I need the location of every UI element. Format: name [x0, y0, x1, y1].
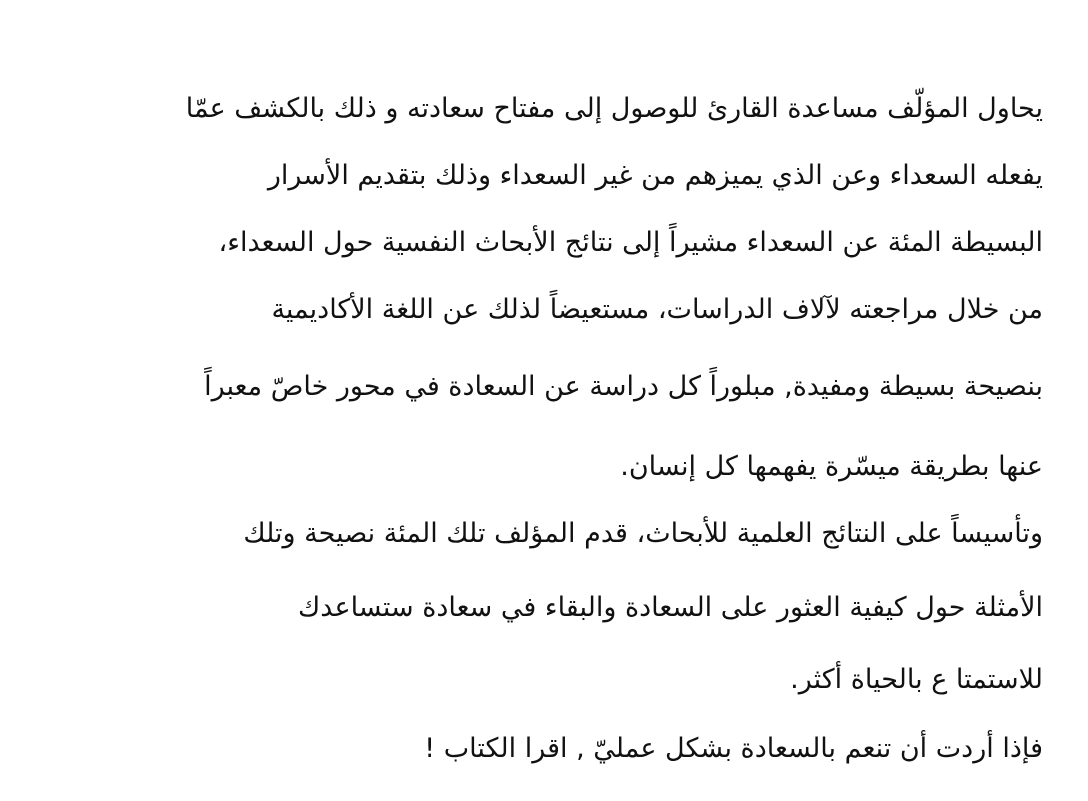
- text-line-9: للاستمتا ع بالحياة أكثر.: [790, 664, 1043, 695]
- text-line-7: وتأسيساً على النتائج العلمية للأبحاث، قدم المؤلف تلك المئة نصيحة وتلك: [243, 518, 1043, 549]
- text-line-8: الأمثلة حول كيفية العثور على السعادة والبقاء في سعادة ستساعدك: [298, 592, 1043, 623]
- text-line-6: عنها بطريقة ميسّرة يفهمها كل إنسان.: [620, 451, 1043, 482]
- text-line-3: البسيطة المئة عن السعداء مشيراً إلى نتائج الأبحاث النفسية حول السعداء،: [218, 227, 1043, 258]
- text-line-5: بنصيحة بسيطة ومفيدة, مبلوراً كل دراسة عن السعادة في محور خاصّ معبراً: [204, 371, 1043, 402]
- text-line-4: من خلال مراجعته لآلاف الدراسات، مستعيضاً لذلك عن اللغة الأكاديمية: [271, 294, 1043, 325]
- text-line-10: فإذا أردت أن تنعم بالسعادة بشكل عمليّ , اقرا الكتاب !: [424, 733, 1043, 764]
- text-line-2: يفعله السعداء وعن الذي يميزهم من غير السعداء وذلك بتقديم الأسرار: [267, 160, 1043, 191]
- text-line-1: يحاول المؤلّف مساعدة القارئ للوصول إلى مفتاح سعادته و ذلك بالكشف عمّا: [185, 93, 1043, 124]
